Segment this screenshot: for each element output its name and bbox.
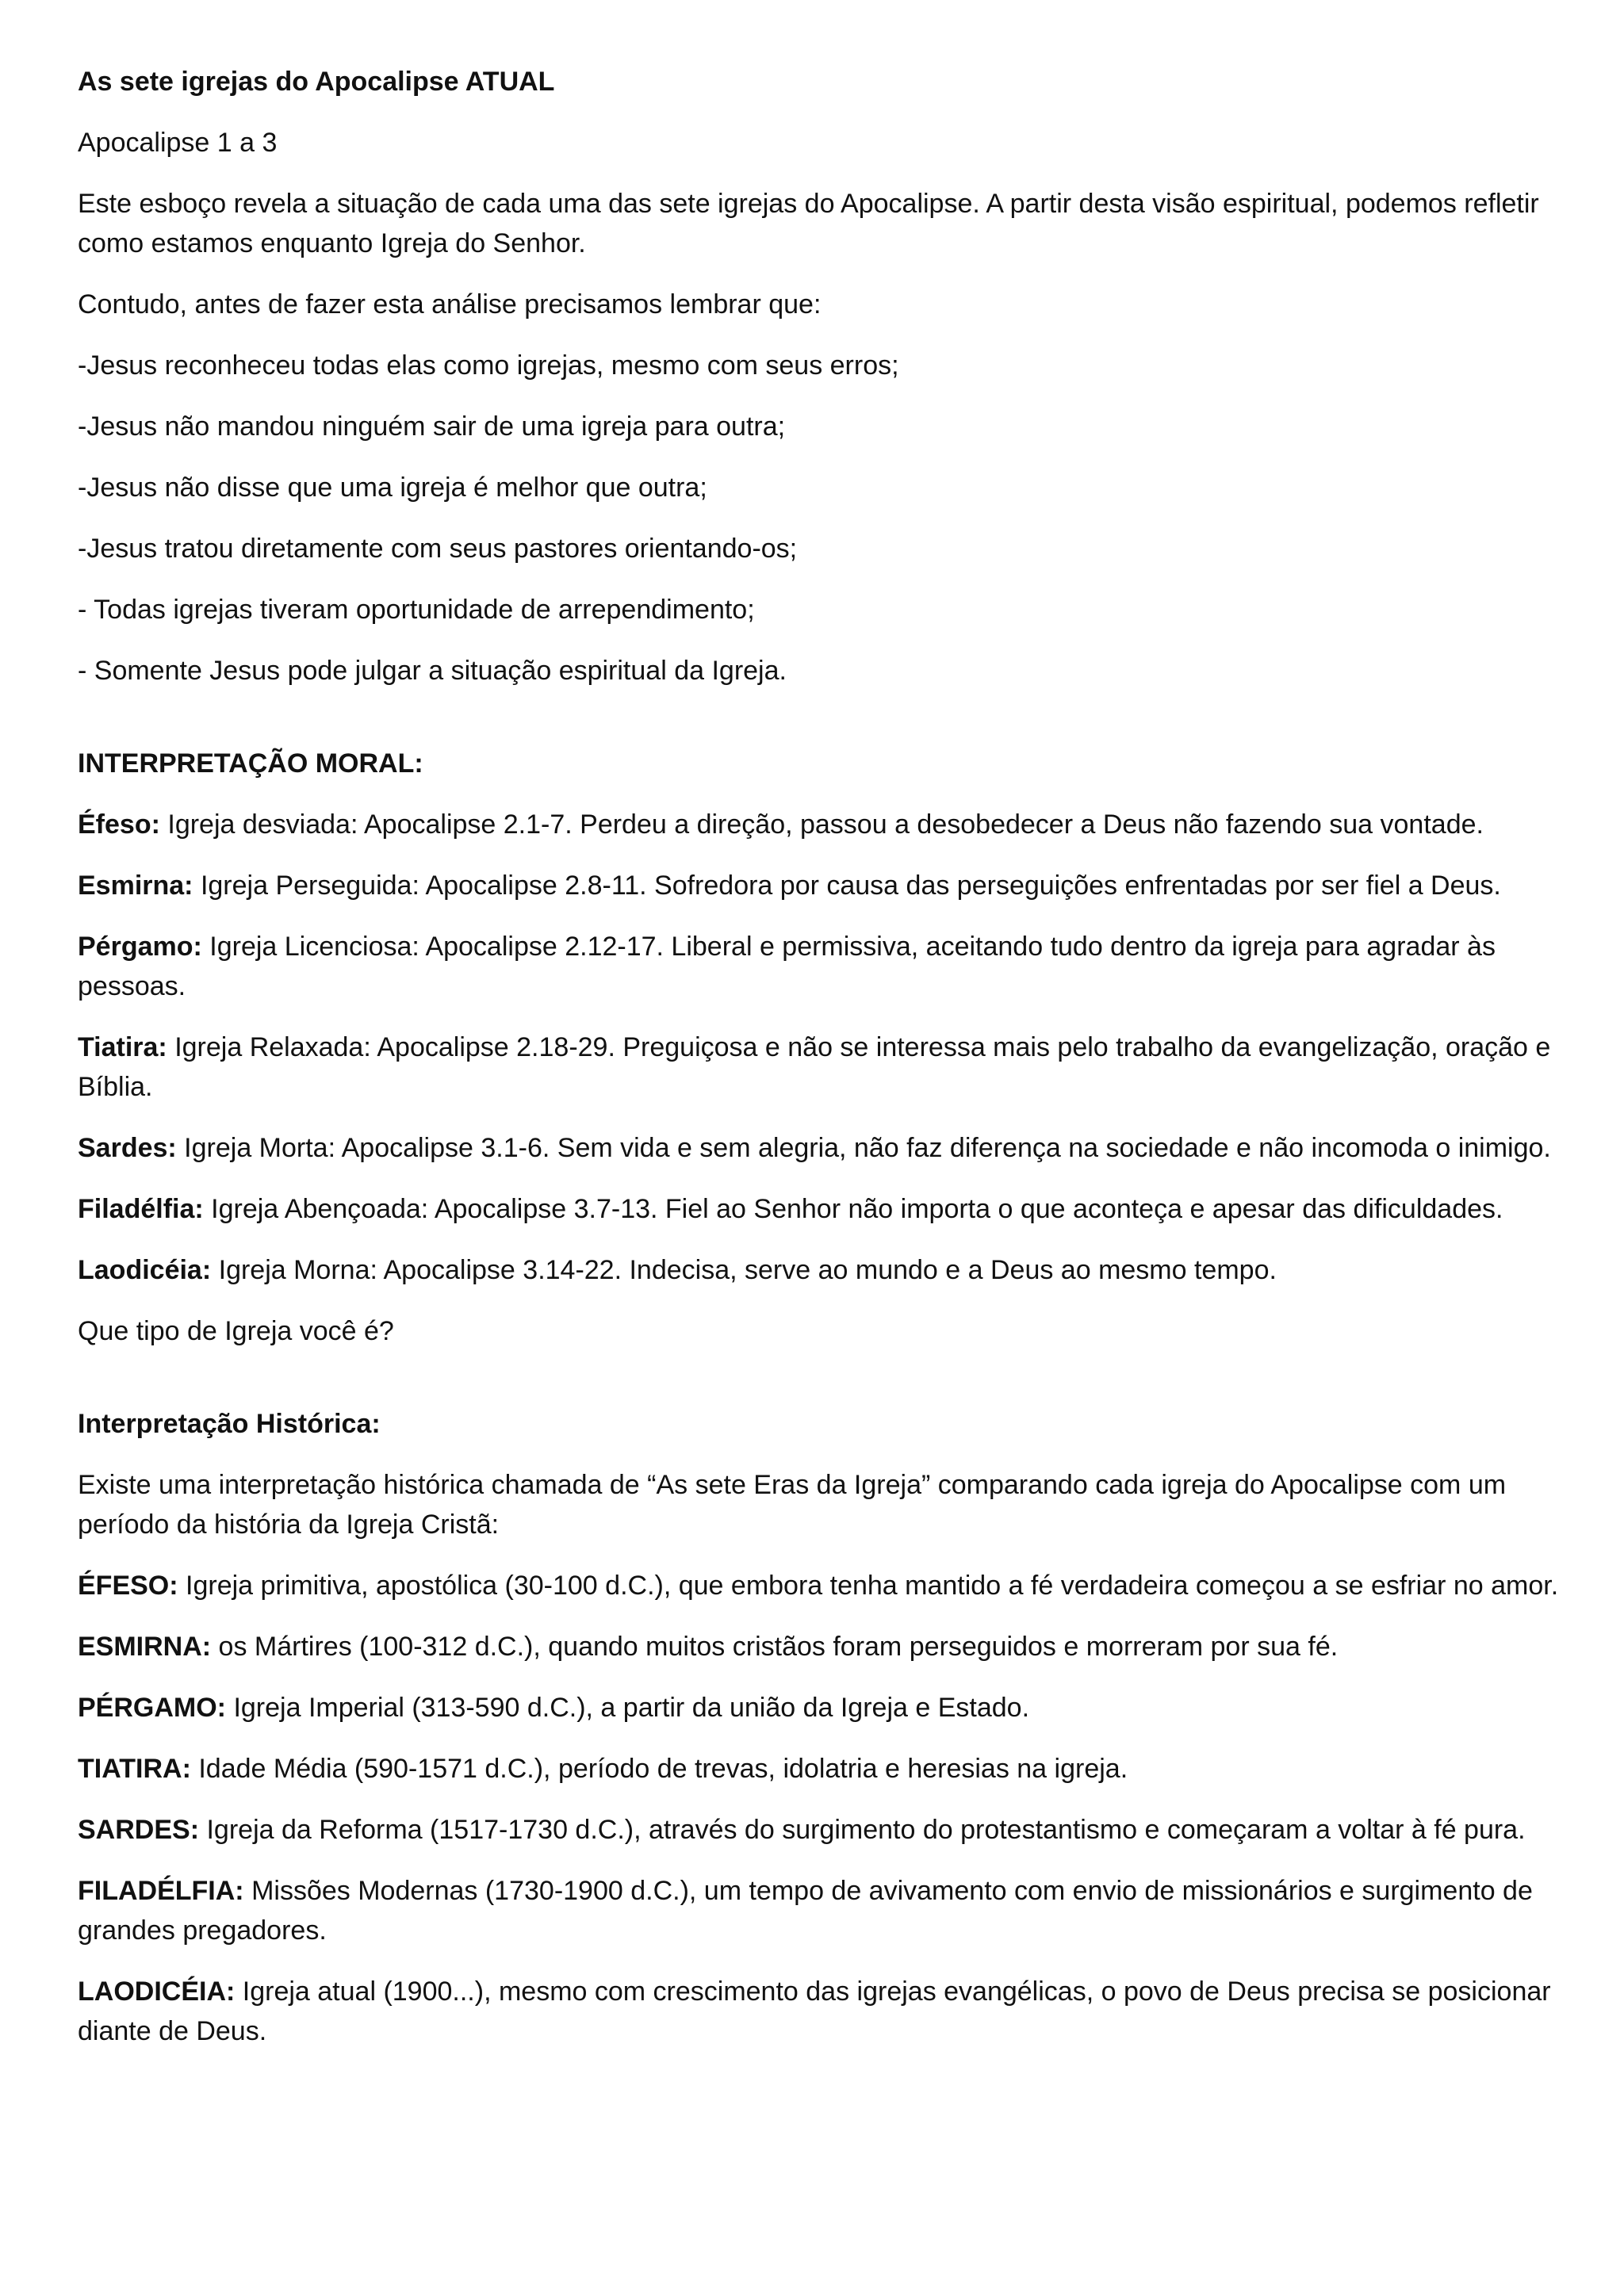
era-name: PÉRGAMO: <box>78 1693 226 1723</box>
church-description: Igreja Licenciosa: Apocalipse 2.12-17. Liberal e permissiva, aceitando tudo dentro da igreja para agradar às pessoas. <box>78 932 1496 1001</box>
church-description: Igreja Morna: Apocalipse 3.14-22. Indecisa, serve ao mundo e a Deus ao mesmo tempo. <box>211 1255 1277 1285</box>
reminder-item: - Todas igrejas tiveram oportunidade de arrependimento; <box>78 595 755 625</box>
reminder-item: -Jesus tratou diretamente com seus pastores orientando-os; <box>78 534 798 564</box>
moral-item <box>78 1128 1568 1168</box>
section-spacer <box>78 1372 1568 1404</box>
moral-item <box>78 866 1568 905</box>
historical-item <box>78 1810 1568 1850</box>
historical-item <box>78 1871 1568 1950</box>
era-name: ÉFESO: <box>78 1571 178 1601</box>
church-description: Igreja Morta: Apocalipse 3.1-6. Sem vida e sem alegria, não faz diferença na sociedade e não incomoda o inimigo. <box>176 1133 1551 1163</box>
church-name: Pérgamo: <box>78 932 202 962</box>
church-name: Laodicéia: <box>78 1255 212 1285</box>
scripture-reference: Apocalipse 1 a 3 <box>78 128 278 158</box>
historical-item <box>78 1688 1568 1728</box>
era-description: os Mártires (100-312 d.C.), quando muitos cristãos foram perseguidos e morreram por sua fé. <box>211 1632 1339 1662</box>
reminder-item: - Somente Jesus pode julgar a situação espiritual da Igreja. <box>78 656 787 686</box>
moral-heading: INTERPRETAÇÃO MORAL: <box>78 748 423 779</box>
church-description: Igreja desviada: Apocalipse 2.1-7. Perdeu a direção, passou a desobedecer a Deus não fazendo sua vontade. <box>159 809 1484 840</box>
intro-paragraph: Contudo, antes de fazer esta análise precisamos lembrar que: <box>78 289 822 320</box>
document-title: As sete igrejas do Apocalipse ATUAL <box>78 67 555 97</box>
historical-heading: Interpretação Histórica: <box>78 1409 381 1439</box>
era-name: LAODICÉIA: <box>78 1976 236 2007</box>
reminder-item: -Jesus não mandou ninguém sair de uma igreja para outra; <box>78 411 786 442</box>
era-description: Igreja Imperial (313-590 d.C.), a partir da união da Igreja e Estado. <box>226 1693 1030 1723</box>
moral-item <box>78 1189 1568 1229</box>
era-name: ESMIRNA: <box>78 1632 212 1662</box>
moral-item <box>78 1250 1568 1290</box>
reminder-item: -Jesus reconheceu todas elas como igrejas, mesmo com seus erros; <box>78 350 899 381</box>
document-page <box>78 62 1568 2072</box>
historical-intro: Existe uma interpretação histórica chamada de “As sete Eras da Igreja” comparando cada igreja do Apocalipse com um período da história da Igreja Cristã: <box>78 1470 1507 1540</box>
church-description: Igreja Perseguida: Apocalipse 2.8-11. Sofredora por causa das perseguições enfrentadas por ser fiel a Deus. <box>193 871 1501 901</box>
era-description: Igreja da Reforma (1517-1730 d.C.), através do surgimento do protestantismo e começaram a voltar à fé pura. <box>199 1815 1526 1845</box>
historical-item <box>78 1627 1568 1667</box>
historical-item <box>78 1566 1568 1605</box>
church-name: Tiatira: <box>78 1032 167 1062</box>
historical-item <box>78 1972 1568 2051</box>
era-description: Idade Média (590-1571 d.C.), período de trevas, idolatria e heresias na igreja. <box>190 1754 1128 1784</box>
church-name: Filadélfia: <box>78 1194 204 1224</box>
church-description: Igreja Abençoada: Apocalipse 3.7-13. Fiel ao Senhor não importa o que aconteça e apesar das dificuldades. <box>203 1194 1503 1224</box>
church-name: Esmirna: <box>78 871 193 901</box>
era-description: Igreja primitiva, apostólica (30-100 d.C.), que embora tenha mantido a fé verdadeira começou a se esfriar no amor. <box>178 1571 1559 1601</box>
moral-question: Que tipo de Igreja você é? <box>78 1316 394 1346</box>
era-name: SARDES: <box>78 1815 200 1845</box>
moral-item <box>78 927 1568 1006</box>
historical-item <box>78 1749 1568 1789</box>
church-description: Igreja Relaxada: Apocalipse 2.18-29. Preguiçosa e não se interessa mais pelo trabalho da evangelização, oração e Bíblia. <box>78 1032 1551 1102</box>
church-name: Sardes: <box>78 1133 177 1163</box>
section-spacer <box>78 712 1568 744</box>
intro-paragraph: Este esboço revela a situação de cada uma das sete igrejas do Apocalipse. A partir desta visão espiritual, podemos refletir como estamos enquanto Igreja do Senhor. <box>78 189 1539 258</box>
moral-item <box>78 805 1568 844</box>
era-description: Igreja atual (1900...), mesmo com crescimento das igrejas evangélicas, o povo de Deus precisa se posicionar diante de Deus. <box>78 1976 1551 2046</box>
era-name: FILADÉLFIA: <box>78 1876 244 1906</box>
church-name: Éfeso: <box>78 809 160 840</box>
era-name: TIATIRA: <box>78 1754 191 1784</box>
era-description: Missões Modernas (1730-1900 d.C.), um tempo de avivamento com envio de missionários e surgimento de grandes pregadores. <box>78 1876 1533 1946</box>
moral-item <box>78 1027 1568 1107</box>
reminder-item: -Jesus não disse que uma igreja é melhor que outra; <box>78 473 707 503</box>
